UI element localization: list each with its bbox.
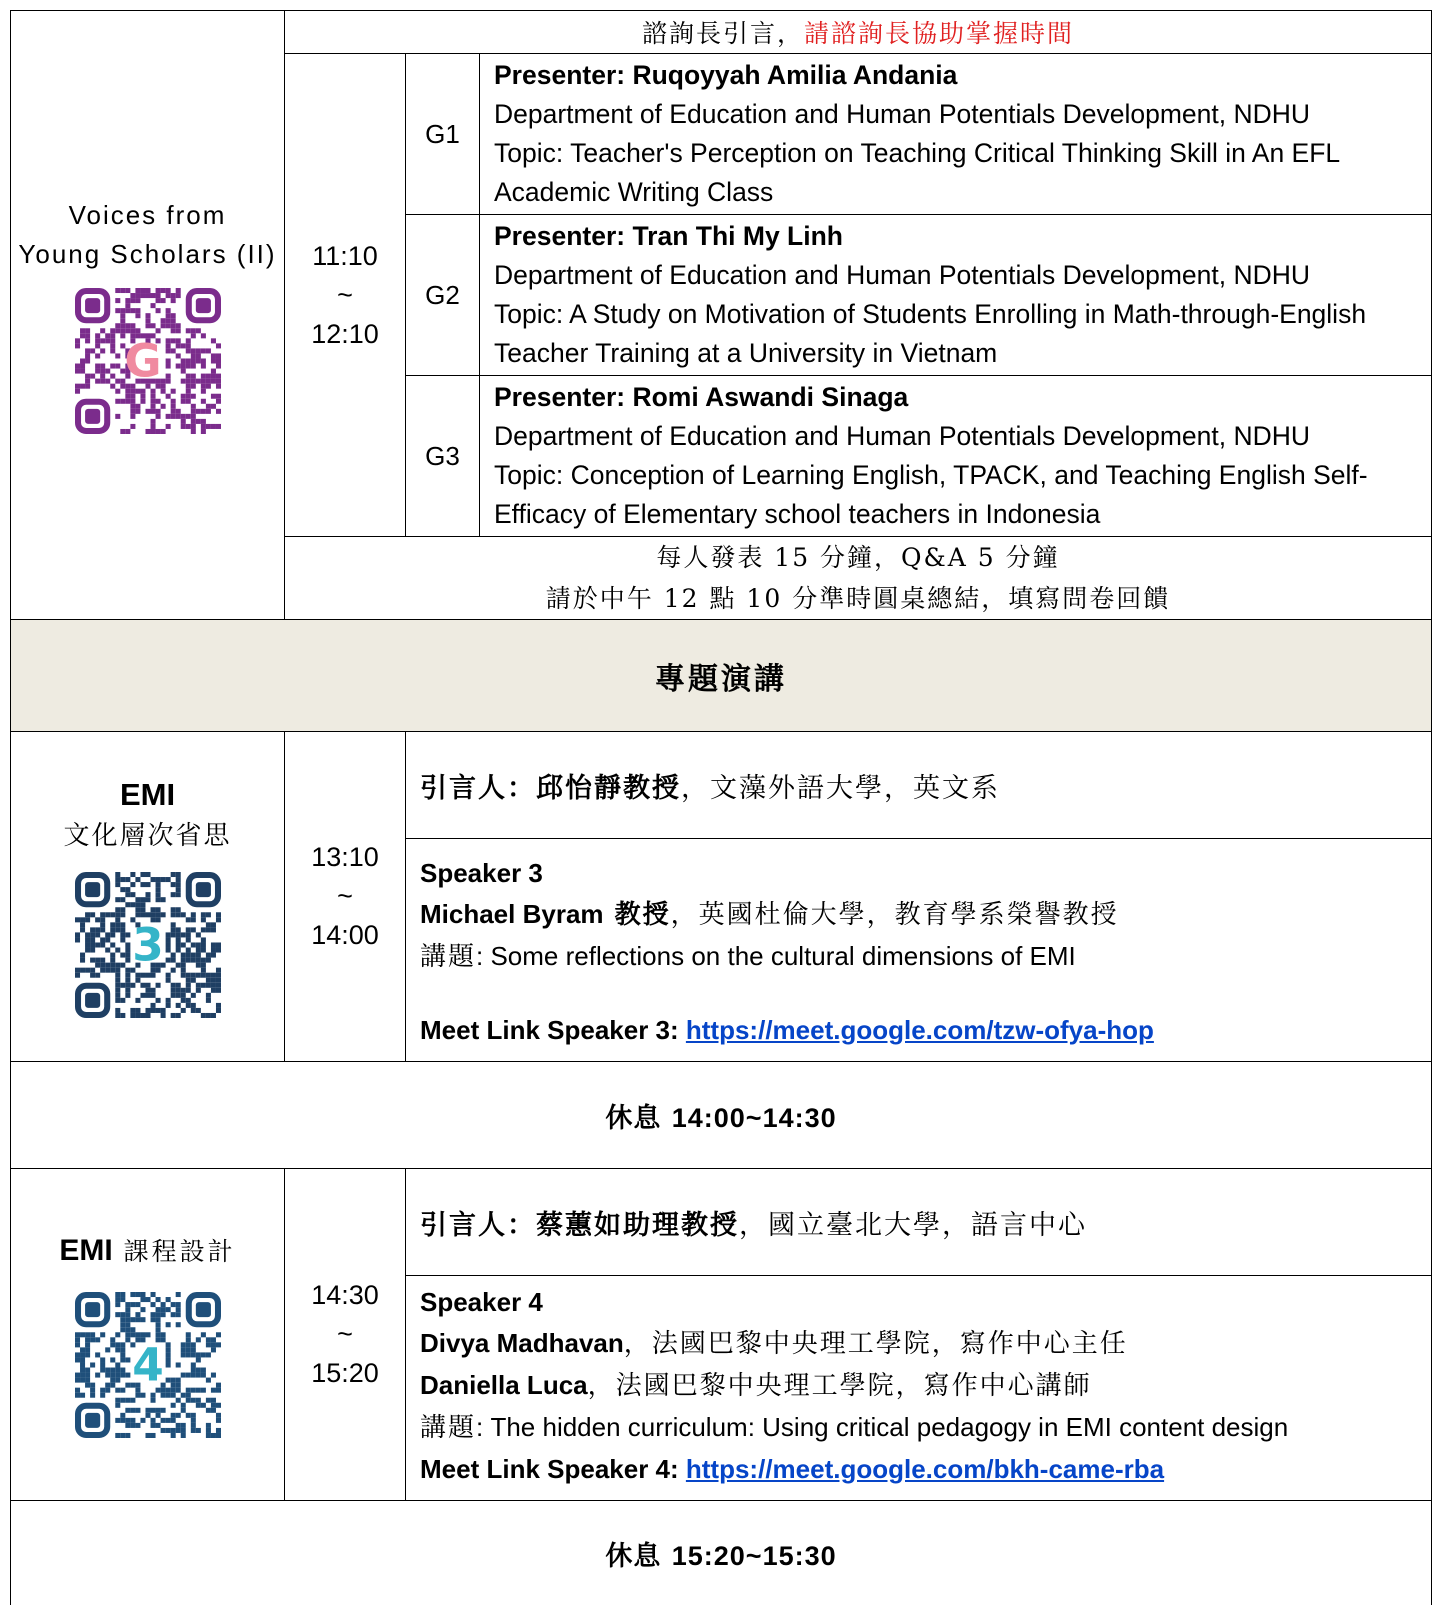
break2-row (11, 1501, 1432, 1605)
presenter-name: Presenter: Ruqoyyah Amilia Andania (494, 60, 957, 90)
speaker-name: Daniella Luca (420, 1370, 588, 1400)
presenter-dept: Department of Education and Human Potentials Development, NDHU (494, 260, 1310, 290)
break1-row (11, 1062, 1432, 1169)
keynote3-chair-row (11, 732, 1432, 839)
section-header-row (11, 620, 1432, 732)
session-g-title: Voices from Young Scholars (II) (11, 196, 284, 274)
talk-detail-g3 (480, 376, 1432, 537)
keynote4-title: EMI 課程設計 (11, 1232, 284, 1268)
talk-code: G2 (406, 215, 480, 376)
meet-link-speaker-4[interactable]: https://meet.google.com/bkh-came-rba (686, 1454, 1164, 1484)
keynote3-chair: 引言人：邱怡靜教授，文藻外語大學，英文系 (406, 732, 1432, 839)
talk-topic: Topic: Teacher's Perception on Teaching Critical Thinking Skill in An EFL Academic Writing Class (494, 138, 1339, 207)
topic-label: 講題 (420, 942, 476, 972)
break1: 休息 14:00~14:30 (11, 1062, 1432, 1169)
keynote4-session-cell (11, 1169, 285, 1501)
session-g-note: 每人發表 15 分鐘，Q&A 5 分鐘 請於中午 12 點 10 分準時圓桌總結，填寫問卷回饋 (285, 537, 1432, 620)
speaker-affiliation: ，法國巴黎中央理工學院，寫作中心主任 (624, 1329, 1128, 1359)
topic-text: : Some reflections on the cultural dimensions of EMI (476, 941, 1076, 971)
qr-center-letter: 4 (132, 1338, 164, 1391)
keynote3-speaker: Speaker 3 Michael Byram 教授，英國杜倫大學，教育學系榮譽教授 講題: Some reflections on the cultural dimensions of EMI Meet Link Speaker 3: https://meet.google.com/tzw-ofya-hop (406, 839, 1432, 1062)
keynote3-subtitle: 文化層次省思 (11, 815, 284, 852)
meet-link-speaker-3[interactable]: https://meet.google.com/tzw-ofya-hop (686, 1015, 1154, 1045)
speaker-heading: Speaker 3 (420, 858, 543, 888)
talk-topic: Topic: A Study on Motivation of Students Enrolling in Math-through-English Teacher Training at a University in Vietnam (494, 299, 1366, 368)
keynote3-session-cell (11, 732, 285, 1062)
keynote4-time: 14:30 ~ 15:20 (285, 1169, 406, 1501)
speaker-affiliation: ，英國杜倫大學，教育學系榮譽教授 (671, 900, 1119, 930)
speaker-heading: Speaker 4 (420, 1287, 543, 1317)
talk-code: G1 (406, 54, 480, 215)
keynote4-speaker (406, 1276, 1432, 1501)
keynote4-chair-row (11, 1169, 1432, 1276)
presenter-name: Presenter: Tran Thi My Linh (494, 221, 843, 251)
presenter-name: Presenter: Romi Aswandi Sinaga (494, 382, 908, 412)
presenter-dept: Department of Education and Human Potentials Development, NDHU (494, 421, 1310, 451)
session-g-cell (11, 11, 285, 620)
talk-detail-g2 (480, 215, 1432, 376)
schedule-table (10, 10, 1432, 1605)
session-g-chair-note: 諮詢長引言，請諮詢長協助掌握時間 (285, 11, 1432, 54)
qr-code-3-icon[interactable] (75, 872, 221, 1018)
break2: 休息 15:20~15:30 (11, 1501, 1432, 1605)
qr-center-letter: 3 (132, 919, 164, 972)
presenter-dept: Department of Education and Human Potentials Development, NDHU (494, 99, 1310, 129)
qr-code-4-icon[interactable] (75, 1292, 221, 1438)
keynote3-title: EMI (11, 775, 284, 815)
keynote4-chair: 引言人：蔡蕙如助理教授，國立臺北大學，語言中心 (406, 1169, 1432, 1276)
meet-link-label: Meet Link Speaker 4: (420, 1454, 686, 1484)
qr-code-g-icon[interactable] (75, 288, 221, 434)
qr-center-letter: G (124, 335, 171, 388)
keynote3-time: 13:10 ~ 14:00 (285, 732, 406, 1062)
schedule-page (10, 10, 1431, 1605)
meet-link-label: Meet Link Speaker 3: (420, 1015, 686, 1045)
talk-detail-g1 (480, 54, 1432, 215)
topic-text: : The hidden curriculum: Using critical pedagogy in EMI content design (476, 1412, 1288, 1442)
talk-code: G3 (406, 376, 480, 537)
section-title: 專題演講 (11, 620, 1432, 732)
session-g-chair-row (11, 11, 1432, 54)
speaker-name: Divya Madhavan (420, 1328, 624, 1358)
talk-topic: Topic: Conception of Learning English, TPACK, and Teaching English Self-Efficacy of Elementary school teachers in Indonesia (494, 460, 1368, 529)
session-g-time: 11:10 ~ 12:10 (285, 54, 406, 537)
speaker-affiliation: ，法國巴黎中央理工學院，寫作中心講師 (588, 1371, 1092, 1401)
topic-label: 講題 (420, 1413, 476, 1443)
speaker-name: Michael Byram (420, 899, 604, 929)
